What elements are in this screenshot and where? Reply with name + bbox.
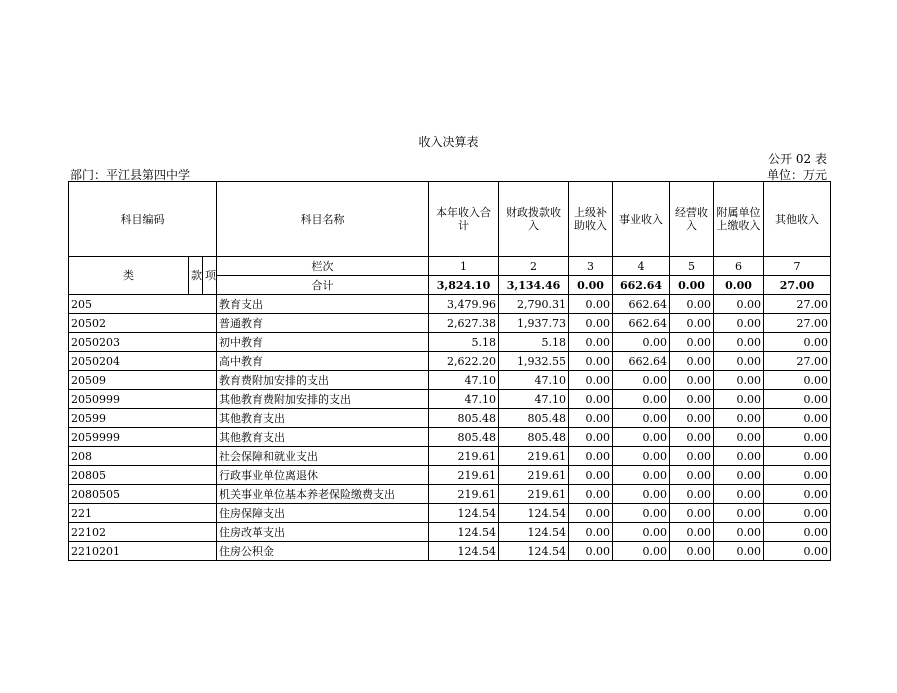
- value-col-6: 0.00: [714, 295, 764, 314]
- subject-code: 221: [69, 504, 217, 523]
- table-row: [69, 523, 831, 542]
- subject-code: 20599: [69, 409, 217, 428]
- value-col-4: 0.00: [613, 542, 670, 561]
- value-col-4: 0.00: [613, 466, 670, 485]
- value-col-7: 0.00: [764, 390, 831, 409]
- value-col-3: 0.00: [569, 466, 613, 485]
- table-row: [69, 390, 831, 409]
- value-col-5: 0.00: [670, 447, 714, 466]
- value-col-6: 0.00: [714, 428, 764, 447]
- col-num-1: 1: [429, 257, 499, 276]
- value-col-6: 0.00: [714, 314, 764, 333]
- value-col-6: 0.00: [714, 504, 764, 523]
- header-xiang: 项: [203, 257, 217, 295]
- header-code: 科目编码: [69, 182, 217, 257]
- value-col-5: 0.00: [670, 314, 714, 333]
- value-col-6: 0.00: [714, 333, 764, 352]
- value-col-7: 0.00: [764, 333, 831, 352]
- value-col-5: 0.00: [670, 352, 714, 371]
- table-row: [69, 504, 831, 523]
- total-value-5: 0.00: [670, 276, 714, 295]
- value-col-7: 0.00: [764, 371, 831, 390]
- value-col-3: 0.00: [569, 333, 613, 352]
- header-name: 科目名称: [217, 182, 429, 257]
- value-col-5: 0.00: [670, 504, 714, 523]
- value-col-4: 0.00: [613, 447, 670, 466]
- table-row: [69, 428, 831, 447]
- subject-code: 2050999: [69, 390, 217, 409]
- value-col-1: 219.61: [429, 485, 499, 504]
- subject-name: 住房公积金: [217, 542, 429, 561]
- value-col-7: 27.00: [764, 352, 831, 371]
- subject-name: 住房改革支出: [217, 523, 429, 542]
- value-col-1: 47.10: [429, 390, 499, 409]
- total-value-6: 0.00: [714, 276, 764, 295]
- value-col-3: 0.00: [569, 542, 613, 561]
- value-col-6: 0.00: [714, 447, 764, 466]
- subject-name: 教育费附加安排的支出: [217, 371, 429, 390]
- header-kuan: 款: [189, 257, 203, 295]
- value-col-4: 662.64: [613, 295, 670, 314]
- subject-name: 教育支出: [217, 295, 429, 314]
- value-col-6: 0.00: [714, 542, 764, 561]
- value-col-3: 0.00: [569, 314, 613, 333]
- value-col-7: 0.00: [764, 409, 831, 428]
- value-col-2: 5.18: [499, 333, 569, 352]
- value-col-7: 27.00: [764, 295, 831, 314]
- value-col-5: 0.00: [670, 409, 714, 428]
- value-col-5: 0.00: [670, 295, 714, 314]
- value-col-2: 219.61: [499, 466, 569, 485]
- value-col-3: 0.00: [569, 428, 613, 447]
- header-col-2: 财政拨款收入: [499, 182, 569, 257]
- table-row: [69, 542, 831, 561]
- col-num-7: 7: [764, 257, 831, 276]
- value-col-5: 0.00: [670, 466, 714, 485]
- value-col-2: 805.48: [499, 428, 569, 447]
- subject-name: 其他教育费附加安排的支出: [217, 390, 429, 409]
- value-col-5: 0.00: [670, 523, 714, 542]
- value-col-6: 0.00: [714, 523, 764, 542]
- table-row: [69, 333, 831, 352]
- value-col-4: 0.00: [613, 390, 670, 409]
- table-row: [69, 409, 831, 428]
- subject-name: 高中教育: [217, 352, 429, 371]
- value-col-1: 805.48: [429, 409, 499, 428]
- value-col-4: 0.00: [613, 409, 670, 428]
- value-col-2: 219.61: [499, 485, 569, 504]
- value-col-6: 0.00: [714, 409, 764, 428]
- value-col-7: 0.00: [764, 523, 831, 542]
- value-col-6: 0.00: [714, 352, 764, 371]
- value-col-3: 0.00: [569, 485, 613, 504]
- subject-name: 住房保障支出: [217, 504, 429, 523]
- value-col-3: 0.00: [569, 295, 613, 314]
- value-col-6: 0.00: [714, 485, 764, 504]
- value-col-5: 0.00: [670, 371, 714, 390]
- header-col-3: 上级补助收入: [569, 182, 613, 257]
- header-lanci: 栏次: [217, 257, 429, 276]
- value-col-2: 124.54: [499, 504, 569, 523]
- value-col-7: 27.00: [764, 314, 831, 333]
- value-col-7: 0.00: [764, 504, 831, 523]
- total-value-2: 3,134.46: [499, 276, 569, 295]
- value-col-3: 0.00: [569, 504, 613, 523]
- subject-code: 20509: [69, 371, 217, 390]
- subject-name: 机关事业单位基本养老保险缴费支出: [217, 485, 429, 504]
- subject-code: 20805: [69, 466, 217, 485]
- table-row: [69, 295, 831, 314]
- value-col-7: 0.00: [764, 542, 831, 561]
- total-label: 合计: [217, 276, 429, 295]
- subject-code: 208: [69, 447, 217, 466]
- col-num-6: 6: [714, 257, 764, 276]
- value-col-1: 47.10: [429, 371, 499, 390]
- value-col-1: 219.61: [429, 466, 499, 485]
- header-col-5: 经营收入: [670, 182, 714, 257]
- value-col-4: 0.00: [613, 428, 670, 447]
- table-row: [69, 371, 831, 390]
- unit-label: 单位：万元: [766, 168, 827, 182]
- value-col-4: 662.64: [613, 314, 670, 333]
- value-col-1: 124.54: [429, 523, 499, 542]
- value-col-2: 47.10: [499, 371, 569, 390]
- value-col-3: 0.00: [569, 523, 613, 542]
- value-col-3: 0.00: [569, 409, 613, 428]
- subject-code: 2059999: [69, 428, 217, 447]
- income-table: [68, 181, 831, 561]
- subject-code: 2050203: [69, 333, 217, 352]
- value-col-3: 0.00: [569, 390, 613, 409]
- value-col-2: 124.54: [499, 542, 569, 561]
- value-col-1: 3,479.96: [429, 295, 499, 314]
- value-col-2: 1,937.73: [499, 314, 569, 333]
- subject-name: 其他教育支出: [217, 428, 429, 447]
- value-col-4: 0.00: [613, 485, 670, 504]
- form-number: 公开 02 表: [768, 152, 827, 166]
- value-col-1: 5.18: [429, 333, 499, 352]
- subject-code: 22102: [69, 523, 217, 542]
- table-row: [69, 314, 831, 333]
- col-num-5: 5: [670, 257, 714, 276]
- value-col-6: 0.00: [714, 466, 764, 485]
- total-value-3: 0.00: [569, 276, 613, 295]
- subject-name: 普通教育: [217, 314, 429, 333]
- value-col-5: 0.00: [670, 390, 714, 409]
- table-row: [69, 485, 831, 504]
- value-col-4: 662.64: [613, 352, 670, 371]
- table-row: [69, 352, 831, 371]
- value-col-3: 0.00: [569, 447, 613, 466]
- table-row: [69, 466, 831, 485]
- col-num-2: 2: [499, 257, 569, 276]
- value-col-5: 0.00: [670, 485, 714, 504]
- total-value-1: 3,824.10: [429, 276, 499, 295]
- value-col-4: 0.00: [613, 371, 670, 390]
- subject-code: 2210201: [69, 542, 217, 561]
- total-value-7: 27.00: [764, 276, 831, 295]
- subject-code: 2050204: [69, 352, 217, 371]
- value-col-3: 0.00: [569, 371, 613, 390]
- col-num-3: 3: [569, 257, 613, 276]
- total-value-4: 662.64: [613, 276, 670, 295]
- header-col-6: 附属单位上缴收入: [714, 182, 764, 257]
- report-title: 收入决算表: [418, 135, 479, 149]
- subject-name: 行政事业单位离退休: [217, 466, 429, 485]
- subject-name: 社会保障和就业支出: [217, 447, 429, 466]
- header-col-7: 其他收入: [764, 182, 831, 257]
- value-col-3: 0.00: [569, 352, 613, 371]
- subject-code: 2080505: [69, 485, 217, 504]
- value-col-5: 0.00: [670, 333, 714, 352]
- value-col-5: 0.00: [670, 542, 714, 561]
- value-col-1: 124.54: [429, 542, 499, 561]
- value-col-2: 805.48: [499, 409, 569, 428]
- col-num-4: 4: [613, 257, 670, 276]
- value-col-2: 2,790.31: [499, 295, 569, 314]
- value-col-4: 0.00: [613, 523, 670, 542]
- table-row: [69, 447, 831, 466]
- table-body: [69, 295, 831, 561]
- value-col-1: 2,622.20: [429, 352, 499, 371]
- value-col-1: 219.61: [429, 447, 499, 466]
- value-col-4: 0.00: [613, 333, 670, 352]
- header-lei: 类: [69, 257, 189, 295]
- header-col-1: 本年收入合计: [429, 182, 499, 257]
- subject-name: 其他教育支出: [217, 409, 429, 428]
- value-col-7: 0.00: [764, 447, 831, 466]
- value-col-2: 1,932.55: [499, 352, 569, 371]
- value-col-2: 219.61: [499, 447, 569, 466]
- subject-code: 205: [69, 295, 217, 314]
- value-col-4: 0.00: [613, 504, 670, 523]
- subject-code: 20502: [69, 314, 217, 333]
- header-col-4: 事业收入: [613, 182, 670, 257]
- department-label: 部门：平江县第四中学: [70, 168, 191, 182]
- value-col-1: 805.48: [429, 428, 499, 447]
- value-col-7: 0.00: [764, 428, 831, 447]
- value-col-1: 2,627.38: [429, 314, 499, 333]
- value-col-7: 0.00: [764, 485, 831, 504]
- value-col-5: 0.00: [670, 428, 714, 447]
- value-col-1: 124.54: [429, 504, 499, 523]
- value-col-2: 124.54: [499, 523, 569, 542]
- value-col-6: 0.00: [714, 371, 764, 390]
- value-col-6: 0.00: [714, 390, 764, 409]
- value-col-7: 0.00: [764, 466, 831, 485]
- value-col-2: 47.10: [499, 390, 569, 409]
- subject-name: 初中教育: [217, 333, 429, 352]
